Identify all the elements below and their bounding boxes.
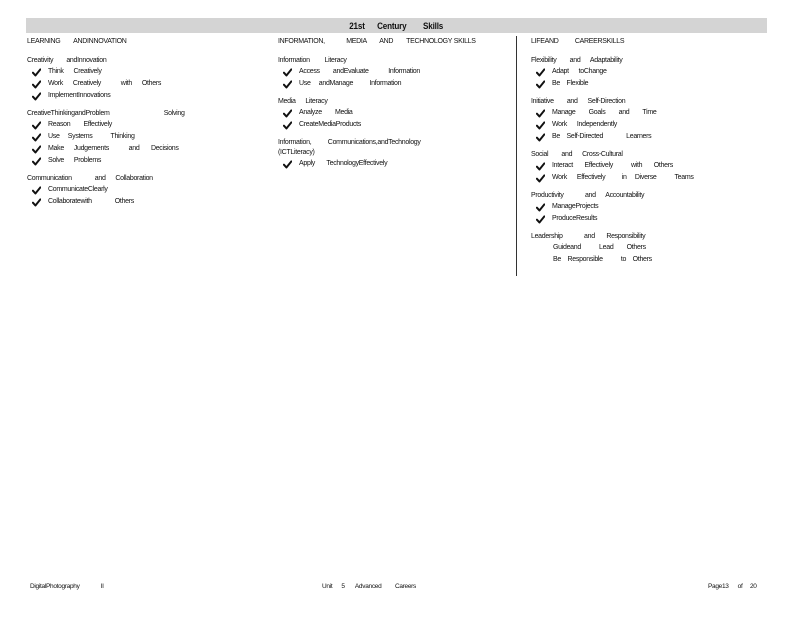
section-title: Creativity andInnovation [27, 57, 107, 64]
check-icon [536, 162, 545, 171]
skill-item-label: CreateMediaProducts [299, 121, 361, 128]
skill-section [531, 56, 761, 90]
skill-item [531, 254, 761, 266]
skill-item-label: ManageProjects [552, 203, 599, 210]
skill-item [531, 107, 761, 119]
section-title: Communication and Collaboration [27, 175, 153, 182]
skill-item [278, 78, 518, 90]
column-life-career [531, 37, 761, 273]
skill-item [531, 201, 761, 213]
skill-item [531, 66, 761, 78]
skill-item-label: Be Flexible [552, 80, 589, 87]
skill-item-label: Manage Goals and Time [552, 109, 657, 116]
section-title: Flexibility and Adaptability [531, 57, 623, 64]
skill-item-label: Work Independently [552, 121, 617, 128]
skill-item-label: Apply TechnologyEffectively [299, 160, 388, 167]
footer-course: DigitalPhotography II [30, 583, 104, 590]
skill-section [531, 191, 761, 225]
check-icon [536, 109, 545, 118]
skill-item-label: Think Creatively [48, 68, 102, 75]
skill-section [278, 97, 518, 131]
section-title: CreativeThinkingandProblem Solving [27, 110, 185, 117]
check-icon [283, 68, 292, 77]
check-icon [536, 121, 545, 130]
skill-item [27, 66, 267, 78]
skill-item [27, 155, 267, 167]
column-heading: LEARNING ANDINNOVATION [27, 38, 127, 45]
check-icon [32, 186, 41, 195]
column-information [278, 37, 518, 177]
skill-item-label: Reason Effectively [48, 121, 112, 128]
check-icon [32, 198, 41, 207]
skill-item [27, 119, 267, 131]
check-icon [32, 157, 41, 166]
skill-item [278, 158, 518, 170]
section-title: Information Literacy [278, 57, 347, 64]
title-bar [26, 18, 767, 33]
skill-item-label: Work Creatively with Others [48, 80, 162, 87]
section-title: Leadership and Responsibility [531, 233, 646, 240]
skill-item [278, 119, 518, 131]
skill-item [531, 172, 761, 184]
skill-item-label: Be Responsible to Others [553, 256, 652, 263]
skill-item-label: Collaboratewith Others [48, 198, 134, 205]
section-title: Initiative and Self-Direction [531, 98, 626, 105]
skill-item [531, 242, 761, 254]
check-icon [32, 80, 41, 89]
check-icon [283, 160, 292, 169]
skill-item [27, 90, 267, 102]
skill-section [27, 109, 267, 167]
skill-item-label: Use andManage Information [299, 80, 402, 87]
skill-item-label: ProduceResults [552, 215, 598, 222]
skill-item-label: Interact Effectively with Others [552, 162, 673, 169]
skill-item [27, 184, 267, 196]
skill-section [531, 97, 761, 143]
skill-item [531, 78, 761, 90]
check-icon [283, 80, 292, 89]
skill-item [278, 66, 518, 78]
column-heading: LIFEAND CAREERSKILLS [531, 38, 625, 45]
skill-item-label: Make Judgements and Decisions [48, 145, 179, 152]
skill-item-label: Work Effectively in Diverse Teams [552, 174, 694, 181]
column-heading: INFORMATION, MEDIA AND TECHNOLOGY SKILLS [278, 38, 476, 45]
skill-item [531, 160, 761, 172]
check-icon [536, 174, 545, 183]
check-icon [283, 109, 292, 118]
skill-section [531, 232, 761, 266]
check-icon [536, 215, 545, 224]
skill-item-label: Analyze Media [299, 109, 353, 116]
skill-item-label: Access andEvaluate Information [299, 68, 420, 75]
footer-page-number: Page13 of 20 [708, 583, 757, 590]
check-icon [32, 68, 41, 77]
check-icon [32, 92, 41, 101]
skill-section [278, 56, 518, 90]
skill-item-label: Guideand Lead Others [553, 244, 646, 251]
skill-item [27, 143, 267, 155]
section-title: Media Literacy [278, 98, 328, 105]
skill-item [531, 213, 761, 225]
column-learning [27, 37, 267, 215]
skill-item [27, 131, 267, 143]
skill-section [531, 150, 761, 184]
check-icon [32, 133, 41, 142]
skill-item [27, 196, 267, 208]
skill-item-label: Solve Problems [48, 157, 102, 164]
check-icon [536, 203, 545, 212]
skill-section [27, 174, 267, 208]
skill-item [531, 119, 761, 131]
section-title: Productivity and Accountability [531, 192, 645, 199]
section-title: Social and Cross-Cultural [531, 151, 623, 158]
check-icon [536, 68, 545, 77]
page-title: 21st Century Skills [349, 20, 444, 31]
skill-item [27, 78, 267, 90]
skill-item-label: Adapt toChange [552, 68, 607, 75]
skill-item-label: ImplementInnovations [48, 92, 111, 99]
skill-item-label: Be Self-Directed Learners [552, 133, 652, 140]
skill-item-label: CommunicateClearly [48, 186, 108, 193]
section-title: Information, Communications,andTechnology (ICTLiteracy) [278, 139, 421, 156]
skill-section [27, 56, 267, 102]
check-icon [32, 121, 41, 130]
footer-unit: Unit 5 Advanced Careers [322, 583, 416, 590]
skill-item [531, 131, 761, 143]
skill-item-label: Use Systems Thinking [48, 133, 135, 140]
skill-item [278, 107, 518, 119]
check-icon [283, 121, 292, 130]
check-icon [536, 80, 545, 89]
check-icon [536, 133, 545, 142]
check-icon [32, 145, 41, 154]
skill-section [278, 138, 518, 170]
